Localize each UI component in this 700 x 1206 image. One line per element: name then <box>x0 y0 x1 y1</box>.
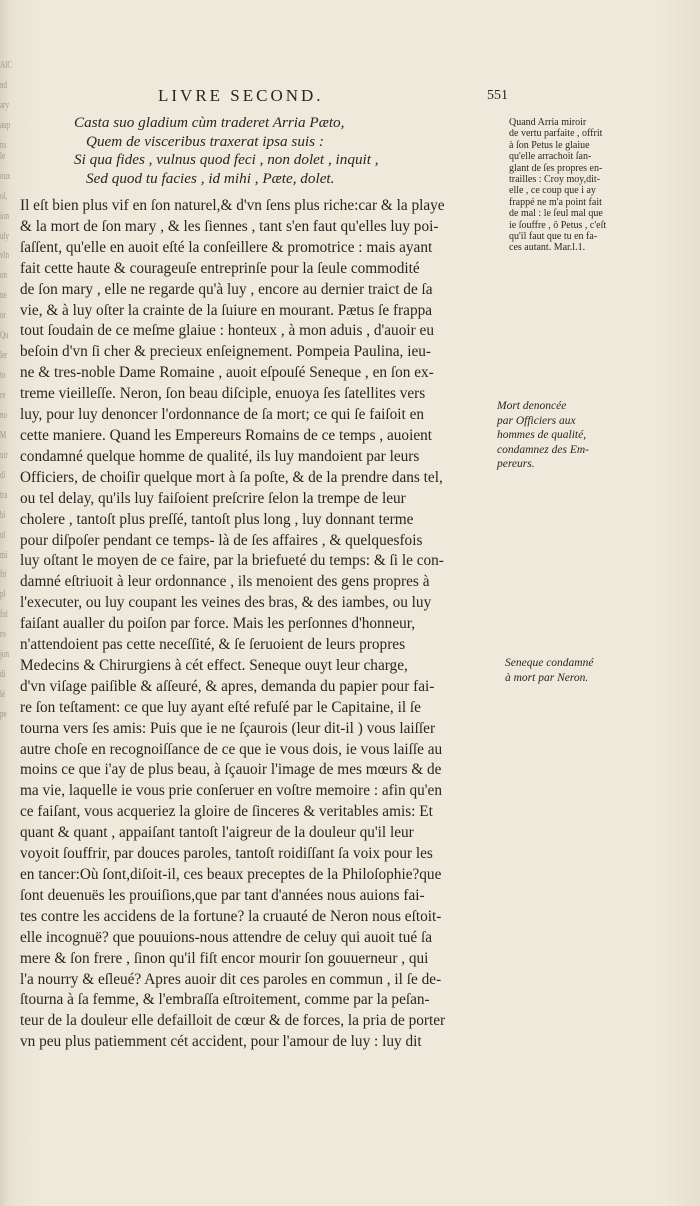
margin-note-seneca <box>505 656 690 685</box>
text-line: tout ſoudain de ce meſme glaiue : honteux , à mon aduis , d'auoir eu <box>20 322 434 340</box>
gutter-fragment: vln <box>0 250 9 262</box>
gutter-fragment: ion <box>0 210 9 222</box>
note-line: Quand Arria miroir <box>509 117 587 128</box>
gutter-fragment: M <box>0 429 7 441</box>
gutter-fragment: ul <box>0 529 6 541</box>
text-line: quant & quant , appaiſant tantoſt l'aigreur de la douleur qu'il leur <box>20 824 414 842</box>
text-line: en tancer:Où ſont,diſoit-il, ces beaux preceptes de la Philoſophie?que <box>20 866 442 883</box>
note-line: ces autant. Mar.l.1. <box>509 242 586 254</box>
text-line: condamné quelque homme de qualité, ils luy mandoient par leurs <box>20 447 420 465</box>
text-line: tourna vers ſes amis: Puis que ie ne ſçaurois (leur dit-il ) vous laiſſer <box>20 719 436 737</box>
note-line: qu'elle arrachoit ſan- <box>509 151 592 163</box>
gutter-fragment: ne <box>0 290 7 302</box>
note-line: condamnez des Em- <box>497 443 589 456</box>
gutter-fragment: lé <box>0 689 6 701</box>
text-line: Officiers, de choiſir quelque mort à ſa poſte, & de la prendre dans tel, <box>20 468 443 486</box>
text-line: cholere , tantoſt plus preſſé, tantoſt plus long , luy donnant terme <box>20 510 414 528</box>
note-line: glant de ſes propres en- <box>509 162 603 174</box>
text-line: damné eſtriuoit à leur ordonnance , ils menoient des gens propres à <box>20 573 430 591</box>
text-line: de ſon mary , elle ne regarde qu'à luy , encore au dernier traict de ſa <box>20 280 433 298</box>
note-line: trailles : Croy moy,dit- <box>509 174 601 186</box>
text-line: beſoin d'vn ſi cher & precieux enſeignement. Pompeia Paulina, ieu- <box>20 343 431 361</box>
text-line: ou tel delay, qu'ils luy faiſoient preſcrire ſelon la trempe de leur <box>20 489 406 507</box>
text-line: cette maniere. Quand les Empereurs Romains de ce temps , auoient <box>20 426 433 444</box>
note-line: frappé ne m'a point fait <box>509 196 602 208</box>
text-line: ſaſſent, qu'elle en auoit eſté la conſeillere & promotrice : mais ayant <box>20 238 433 256</box>
gutter-fragment: ful <box>0 609 8 621</box>
text-line: treme vieilleſſe. Neron, ſon beau diſciple, enuoya ſes ſatellites vers <box>20 385 426 403</box>
gutter-fragment: tra <box>0 489 8 501</box>
verse-line: Sed quod tu facies , id mihi , Pæte, dolet. <box>86 169 335 187</box>
gutter-fragment: to <box>0 370 6 382</box>
note-line: de mal : le ſeul mal que <box>509 208 603 220</box>
margin-note-arria <box>509 117 684 254</box>
gutter-fragment: nd <box>0 79 7 91</box>
facing-page-gutter <box>0 60 18 720</box>
text-line: ſtourna à ſa femme, & l'embraſſa eſtroitement, comme par la peſan- <box>20 991 430 1009</box>
gutter-fragment: or <box>0 310 6 322</box>
text-line: faiſant aualler du poiſon par force. Mais les perſonnes d'honneur, <box>20 615 416 633</box>
gutter-fragment: mi <box>0 549 8 561</box>
verse-line: Si qua fides , vulnus quod feci , non dolet , inquit , <box>74 151 379 168</box>
gutter-fragment: uir <box>0 449 8 461</box>
page-number: 551 <box>487 88 508 103</box>
text-line: ſont deuenuës les prouiſions,que par tant d'années nous auions fai- <box>20 886 425 904</box>
text-line: & la mort de ſon mary , & les ſiennes , tant s'en faut qu'elles luy poi- <box>20 217 439 235</box>
note-line: par Officiers aux <box>497 414 576 427</box>
text-line: mere & ſon frere , ſinon qu'il fiſt encor mourir ſon gouuerneur , qui <box>20 949 429 967</box>
gutter-fragment: ary <box>0 99 9 111</box>
text-line: tes contre les accidens de la fortune? la cruauté de Neron nous eſtoit- <box>20 907 442 925</box>
gutter-fragment: ler <box>0 350 8 362</box>
main-text-block <box>20 196 502 1053</box>
gutter-fragment: fri <box>0 569 7 581</box>
note-line: ie ſouffre , ô Petus , c'eſt <box>509 219 607 231</box>
gutter-fragment: pe <box>0 709 7 720</box>
text-line: luy, pour luy denoncer l'ordonnance de ſa mort; ce qui ſe faiſoit en <box>20 406 425 424</box>
gutter-fragment: uly <box>0 230 9 242</box>
margin-note-officers <box>497 399 682 472</box>
text-line: d'vn viſage paiſible & aſſeuré, & apres, demanda du papier pour fai- <box>20 677 435 695</box>
text-line: luy oſtant le moyen de ce faire, par la briefueté du temps: & ſi le con- <box>20 552 444 570</box>
text-line: vie, & à luy oſter la crainte de la ſuiure en mourant. Pætus ſe frappa <box>20 301 433 319</box>
note-line: Seneque condamné <box>505 657 594 669</box>
text-line: moins ce que i'ay de plus beau, à ſçauoir l'image de mes mœurs & de <box>20 761 442 779</box>
gutter-fragment: bi <box>0 509 6 521</box>
gutter-fragment: ol, <box>0 190 8 202</box>
page-header <box>0 86 700 110</box>
text-line: teur de la douleur elle defailloit de cœur & de forces, la pria de porter <box>20 1012 446 1030</box>
gutter-fragment: di <box>0 469 6 481</box>
gutter-fragment: pl <box>0 589 6 601</box>
gutter-fragment: re <box>0 390 6 401</box>
text-line: pour diſpoſer pendant ce temps- là de ſes affaires , & quelquesfois <box>20 531 423 549</box>
note-line: pereurs. <box>497 458 535 470</box>
text-line: Medecins & Chirurgiens à cét effect. Seneque ouyt leur charge, <box>20 656 408 674</box>
text-line: fait cette haute & courageuſe entreprinſe pour la ſeule commodité <box>20 259 420 277</box>
verse-line: Quem de visceribus traxerat ipsa suis : <box>86 132 324 150</box>
latin-epigram <box>60 114 500 188</box>
text-line: re ſon teſtament: ce que luy ayant eſté refuſé par le Capitaine, il ſe <box>20 698 421 716</box>
note-line: hommes de qualité, <box>497 429 587 441</box>
gutter-fragment: jon <box>0 649 9 661</box>
note-line: de vertu parfaite , offrit <box>509 128 603 140</box>
text-line: l'executer, ou luy coupant les veines des bras, & des iambes, ou luy <box>20 594 432 612</box>
gutter-fragment: ns le <box>0 139 7 162</box>
note-line: elle , ce coup que i ay <box>509 185 596 197</box>
text-line: ce faiſant, vous acqueriez la gloire de ſinceres & veritables amis: Et <box>20 803 433 821</box>
gutter-fragment: no <box>0 409 7 421</box>
text-line: vn peu plus patiemment cét accident, pour l'amour de luy : luy dit <box>20 1033 422 1051</box>
note-line: à mort par Neron. <box>505 671 589 684</box>
text-line: ma vie, laquelle ie vous prie conſeruer en voſtre memoire : afin qu'en <box>20 782 442 800</box>
verse-line: Casta suo gladium cùm traderet Arria Pæto, <box>74 114 345 131</box>
gutter-fragment: Qu <box>0 330 9 342</box>
gutter-fragment: AIC <box>0 60 13 71</box>
gutter-fragment: ro <box>0 629 6 641</box>
note-line: à ſon Petus le glaiue <box>509 139 590 151</box>
text-line: l'a nourry & eſleué? Apres auoir dit ces paroles en commun , il ſe de- <box>20 970 442 988</box>
note-line: qu'il faut que tu en fa- <box>509 231 598 243</box>
text-line: elle incognuë? que pouuions-nous attendre de celuy qui auoit tué ſa <box>20 928 433 946</box>
text-line: voyoit ſouffrir, par douces paroles, tantoſt roidiſſant ſa voix pour les <box>20 845 433 863</box>
text-line: autre choſe en recognoiſſance de ce que ie vous dois, ie vous laiſſe au <box>20 740 443 758</box>
running-head: LIVRE SECOND. <box>158 86 324 105</box>
gutter-fragment: on <box>0 270 7 282</box>
text-line: ne & tres-noble Dame Romaine , auoit eſpouſé Seneque , en ſon ex- <box>20 364 434 382</box>
gutter-fragment: aup <box>0 119 11 131</box>
gutter-fragment: oux <box>0 170 11 182</box>
note-line: Mort denoncée <box>497 400 567 412</box>
text-line: Il eſt bien plus vif en ſon naturel,& d'vn ſens plus riche:car & la playe <box>20 197 445 214</box>
text-line: n'attendoient pas cette neceſſité, & ſe ſeruoient de leurs propres <box>20 636 406 654</box>
gutter-fragment: di <box>0 669 6 681</box>
